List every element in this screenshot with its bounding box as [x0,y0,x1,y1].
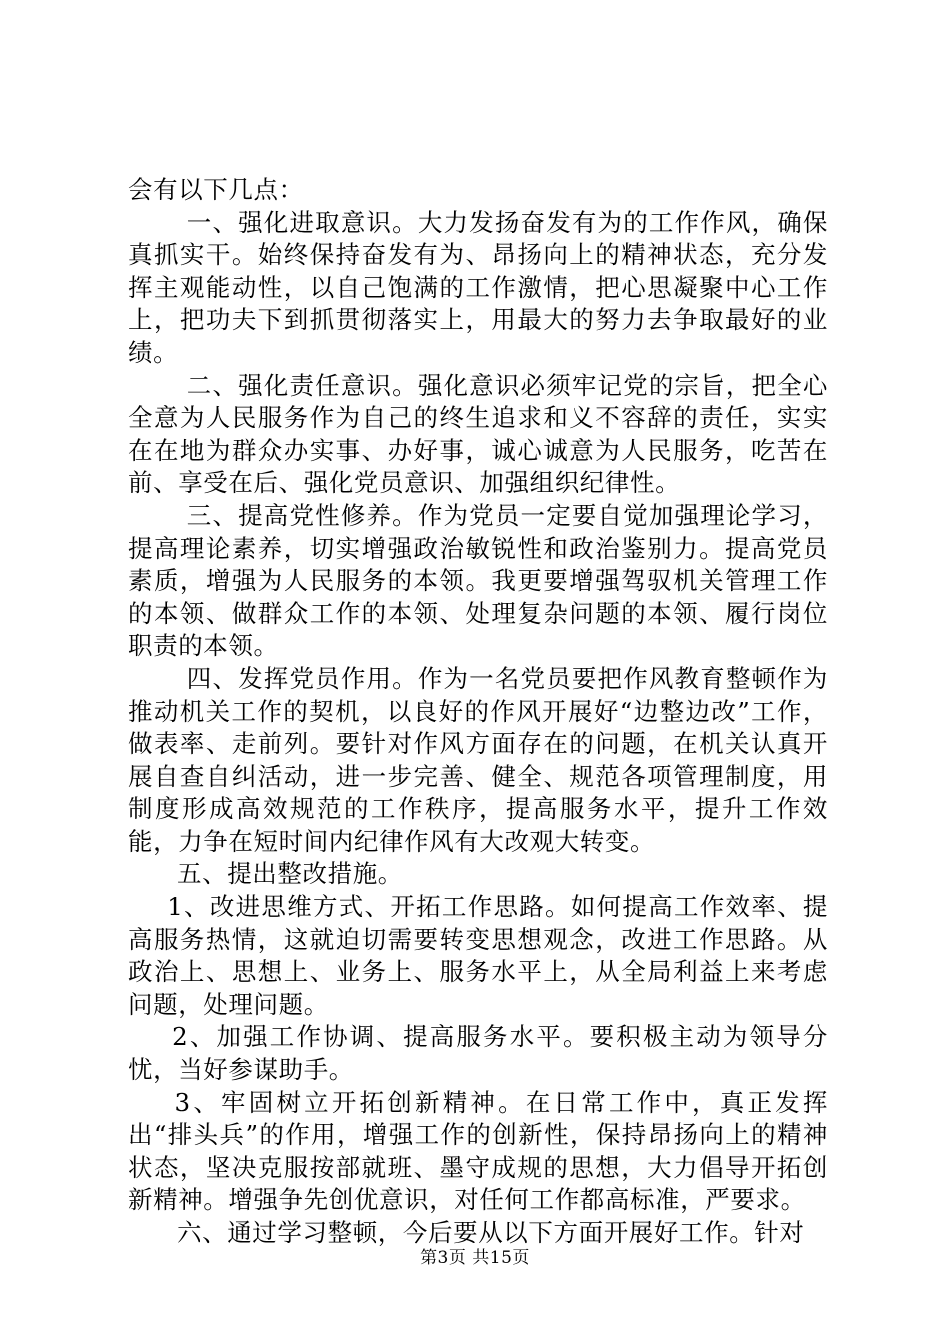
paragraph-point-5: 五、提出整改措施。 [177,859,403,889]
paragraph-point-1: 一、强化进取意识。大力发扬奋发有为的工作作风，确保真抓实干。始终保持奋发有为、昂扬向上的精神状态，充分发挥主观能动性，以自己饱满的工作激情，把心思凝聚中心工作上，把功夫下到抓贯彻落实上，用最大的努力去争取最好的业绩。 [128,207,828,367]
paragraph-point-2: 二、强化责任意识。强化意识必须牢记党的宗旨，把全心全意为人民服务作为自己的终生追求和义不容辞的责任，实实在在地为群众办实事、办好事，诚心诚意为人民服务，吃苦在前、享受在后、强化党员意识、加强组织纪律性。 [128,370,828,498]
paragraph-point-6: 六、通过学习整顿，今后要从以下方面开展好工作。针对 [177,1218,805,1247]
paragraph-measure-2: 2、加强工作协调、提高服务水平。要积极主动为领导分忧，当好参谋助手。 [128,1022,828,1085]
paragraph-point-3: 三、提高党性修养。作为党员一定要自觉加强理论学习，提高理论素养，切实增强政治敏锐性和政治鉴别力。提高党员素质，增强为人民服务的本领。我更要增强驾驭机关管理工作的本领、做群众工作的本领、处理复杂问题的本领、履行岗位职责的本领。 [128,500,828,661]
page-number-footer: 第3页 共15页 [420,1248,530,1268]
paragraph-measure-3: 3、牢固树立开拓创新精神。在日常工作中，真正发挥出“排头兵”的作用，增强工作的创新性，保持昂扬向上的精神状态，坚决克服按部就班、墨守成规的思想，大力倡导开拓创新精神。增强争先创优意识，对任何工作都高标准，严要求。 [128,1087,828,1215]
paragraph-measure-1: 1、改进思维方式、开拓工作思路。如何提高工作效率、提高服务热情，这就迫切需要转变思想观念，改进工作思路。从政治上、思想上、业务上、服务水平上，从全局利益上来考虑问题，处理问题。 [128,892,828,1019]
document-body [128,174,828,1250]
paragraph-point-4: 四、发挥党员作用。作为一名党员要把作风教育整顿作为推动机关工作的契机，以良好的作风开展好“边整边改”工作，做表率、走前列。要针对作风方面存在的问题，在机关认真开展自查自纠活动，进一步完善、健全、规范各项管理制度，用制度形成高效规范的工作秩序，提高服务水平，提升工作效能，力争在短时间内纪律作风有大改观大转变。 [128,663,828,856]
paragraph-intro: 会有以下几点： [128,175,304,204]
